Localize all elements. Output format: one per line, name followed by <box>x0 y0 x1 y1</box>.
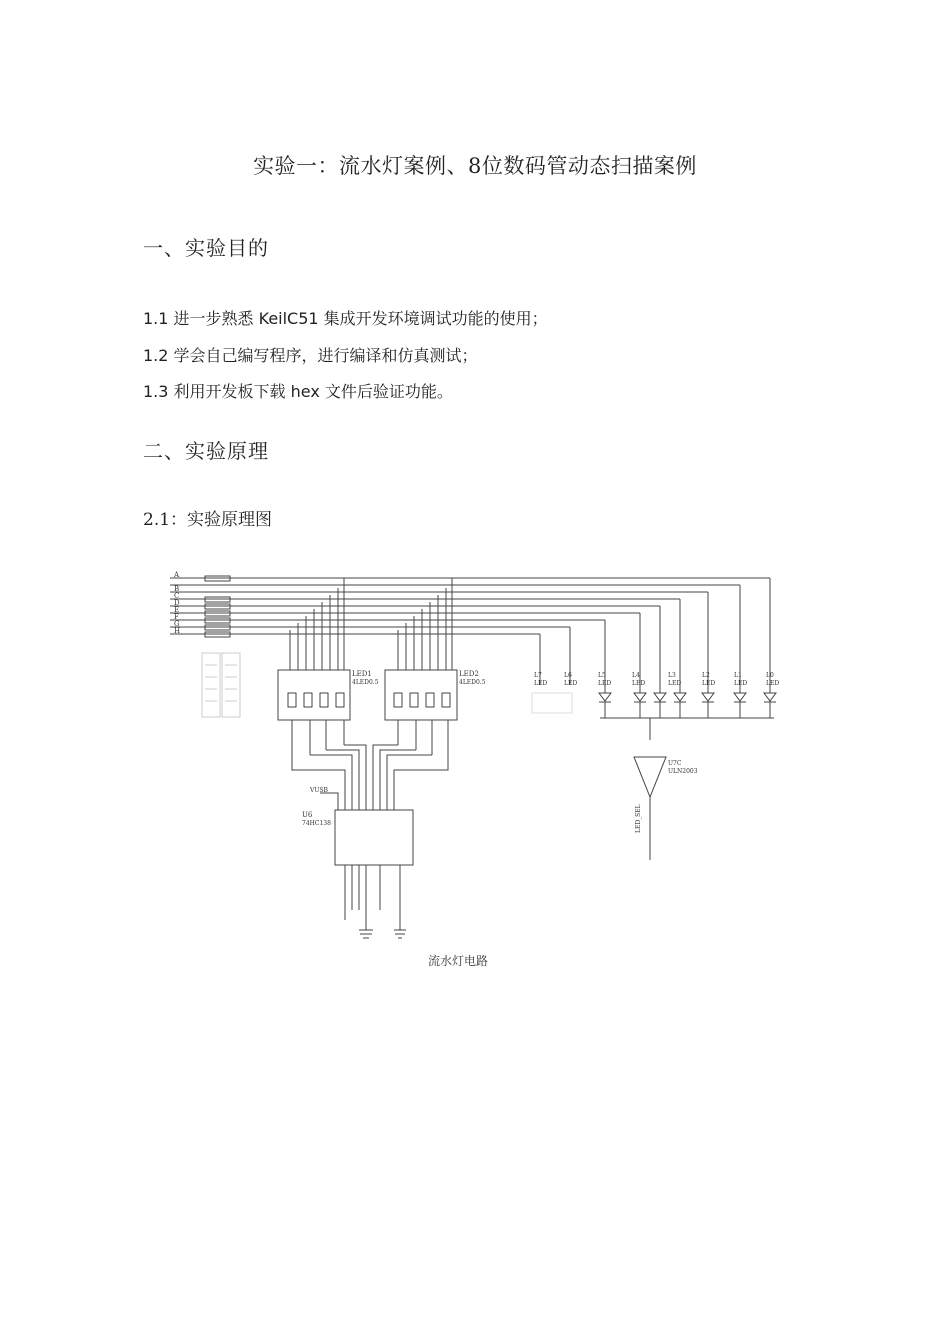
bus-label-c: C <box>174 592 180 600</box>
led-l2-name: L2 <box>702 672 710 679</box>
led-l7-name: L7 <box>534 672 542 679</box>
led-l5-name: L5 <box>598 672 606 679</box>
led-l6-name: L6 <box>564 672 572 679</box>
led-l5-type: LED <box>598 680 612 687</box>
faded-legend-block <box>202 653 240 717</box>
bus-label-f: F <box>174 613 179 621</box>
driver-part: ULN2003 <box>668 768 698 775</box>
led2-label: LED2 <box>459 670 479 678</box>
section-heading-purpose: 一、实验目的 <box>143 236 269 260</box>
decoder-ref: U6 <box>302 811 313 819</box>
driver-ref: U7C <box>668 760 682 767</box>
led-l2-type: LED <box>702 680 716 687</box>
led-l1-type: LED <box>734 680 748 687</box>
figure-caption: 流水灯电路 <box>428 954 489 968</box>
led-l6-type: LED <box>564 680 578 687</box>
digit-select-wiring <box>292 745 448 810</box>
subsection-schematic-title: 2.1：实验原理图 <box>143 510 273 530</box>
led-l7-type: LED <box>534 680 548 687</box>
decoder-part: 74HC138 <box>302 820 331 827</box>
purpose-item-3: 1.3 利用开发板下载 hex 文件后验证功能。 <box>143 382 453 401</box>
bus-label-g: G <box>174 620 180 628</box>
led-l1-name: L1 <box>734 672 742 679</box>
led-row-wiring <box>540 578 774 740</box>
bus-label-h: H <box>174 627 181 635</box>
led-sel-label: LED_SEL <box>635 804 642 833</box>
led-l4-name: L4 <box>632 672 640 679</box>
purpose-item-1: 1.1 进一步熟悉 KeilC51 集成开发环境调试功能的使用； <box>143 309 548 328</box>
led-diodes <box>532 693 776 718</box>
bus-label-b: B <box>174 585 180 593</box>
led-l4-type: LED <box>632 680 646 687</box>
led1-label: LED1 <box>352 670 372 678</box>
bus-label-d: D <box>174 599 180 607</box>
led-l0-type: LED <box>766 680 780 687</box>
decoder-74hc138 <box>335 810 413 938</box>
section-heading-principle: 二、实验原理 <box>143 439 269 463</box>
document-title: 实验一：流水灯案例、8位数码管动态扫描案例 <box>253 154 697 178</box>
bus-label-a: A <box>174 571 180 579</box>
led-l3-type: LED <box>668 680 682 687</box>
led1-part: 4LED0.5 <box>352 679 379 686</box>
schematic-figure <box>160 565 800 985</box>
bus-label-e: E <box>174 606 180 614</box>
vusb-label: VUSB <box>310 787 328 794</box>
led2-part: 4LED0.5 <box>459 679 486 686</box>
purpose-item-2: 1.2 学会自己编写程序，进行编译和仿真测试； <box>143 346 478 365</box>
led-l3-name: L3 <box>668 672 676 679</box>
led-l0-name: L0 <box>766 672 774 679</box>
